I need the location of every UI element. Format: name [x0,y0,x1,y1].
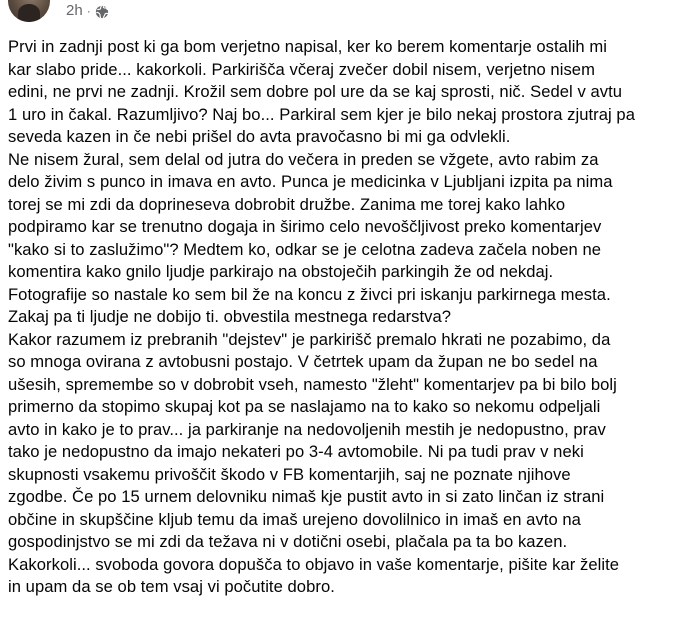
post-meta [66,2,109,20]
post-text: Prvi in zadnji post ki ga bom verjetno napisal, ker ko berem komentarje ostalih mi kar slabo pride... kakorkoli. Parkirišča včeraj zvečer dobil nisem, verjetno nisem edini, ne prvi ne zadnji. Krožil sem dobre pol ure da se kaj sprosti, nič. Sedel v avtu 1 uro in čakal. Razumljivo? Naj bo... Parkiral sem kjer je bilo nekaj prostora zjutraj pa seveda kazen in če nebi prišel do avta pravočasno bi mi ga odvlekli. Ne nisem žural, sem delal od jutra do večera in preden se vžgete, avto rabim za delo živim s punco in imava en avto. Punca je medicinka v Ljubljani izpita pa nima torej se mi zdi da doprineseva dobrobit družbe. Zanima me torej kako lahko podpiramo kar se trenutno dogaja in širimo celo nevoščljivost preko komentarjev "kako si to zaslužimo"? Medtem ko, odkar se je celotna zadeva začela noben ne komentira kako gnilo ljudje parkirajo na obstoječih parkingih že od nekdaj. Fotografije so nastale ko sem bil že na koncu z živci pri iskanju parkirnega mesta. Zakaj pa ti ljudje ne dobijo ti. obvestila mestnega redarstva? Kakor razumem iz prebranih "dejstev" je parkirišč premalo hkrati ne pozabimo, da so mnoga ovirana z avtobusni postajo. V četrtek upam da župan ne bo sedel na ušesih, spremembe so v dobrobit vseh, namesto "žleht" komentarjev pa bi bilo bolj primerno da stopimo skupaj kot pa se naslajamo na to kako so nekomu odpeljali avto in kako je to prav... ja parkiranje na nedovoljenih mestih je nedopustno, prav tako je nedopustno da imajo nekateri po 3-4 avtomobile. Ni pa tudi prav v neki skupnosti vsakemu privoščit škodo v FB komentarjih, saj ne poznate njihove zgodbe. Če po 15 urnem delovniku nimaš kje pustit avto in si zato linčan iz strani občine in skupščine kljub temu da imaš urejeno dovolilnico in imaš en avto na gospodinjstvo se mi zdi da težava ni v dotični osebi, plačala pa ta bo kazen. Kakorkoli... svoboda govora dopušča to objavo in vaše komentarje, pišite kar želite in upam da se ob tem vsaj vi počutite dobro. [8,37,635,596]
globe-icon[interactable] [95,5,109,19]
avatar[interactable] [8,0,50,22]
meta-separator: · [86,4,91,18]
post-timestamp[interactable]: 2h [66,2,83,19]
post-header [0,0,698,30]
